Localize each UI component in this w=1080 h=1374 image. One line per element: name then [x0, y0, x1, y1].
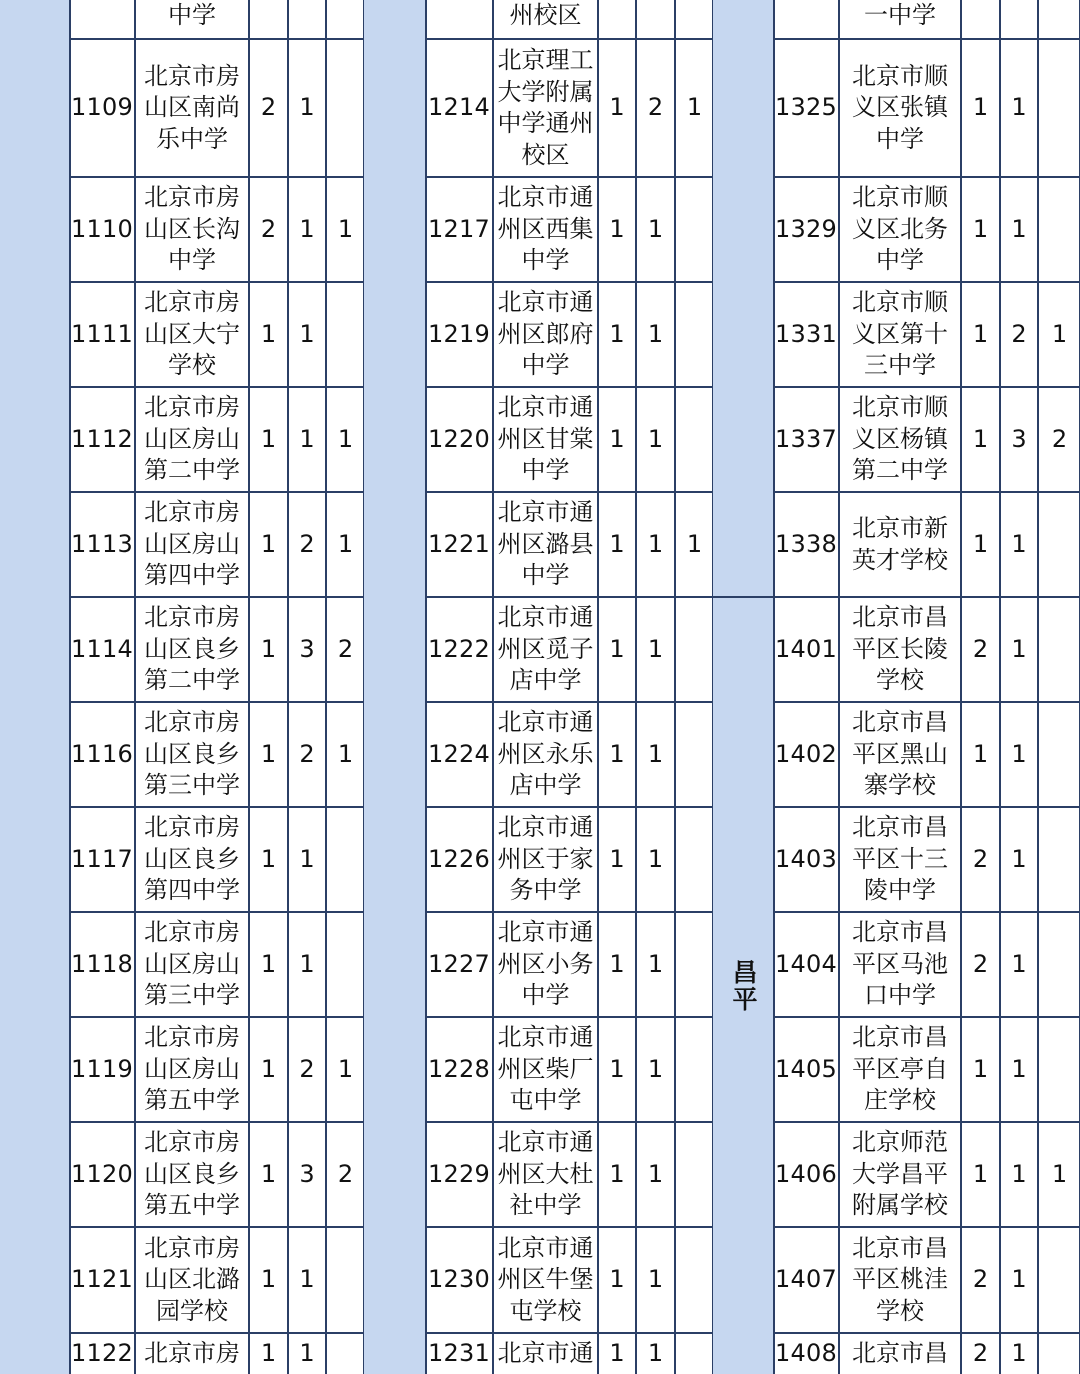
table-row [70, 913, 364, 1018]
school-code-cell: 1337 [774, 388, 840, 491]
count-cell-1: 1 [962, 388, 1001, 491]
count-cell-1: 1 [250, 703, 289, 806]
school-name-cell: 北京市昌 平区黑山 寨学校 [840, 703, 962, 806]
school-name-cell: 北京市昌 平区亭自 庄学校 [840, 1018, 962, 1121]
school-code-cell: 1408 [774, 1334, 840, 1374]
count-cell-1: 1 [962, 1018, 1001, 1121]
table-row [70, 598, 364, 703]
table-row [70, 40, 364, 178]
school-name-cell: 北京市昌 [840, 1334, 962, 1374]
table-row [774, 40, 1080, 178]
school-code-cell: 1109 [70, 40, 136, 176]
table-row [426, 40, 713, 178]
table-row [774, 493, 1080, 598]
school-code-cell: 1112 [70, 388, 136, 491]
count-cell-2: 1 [637, 1228, 676, 1332]
count-cell-1: 2 [962, 808, 1001, 911]
count-cell-3 [1039, 703, 1080, 806]
count-cell-1: 2 [962, 913, 1001, 1016]
table-row [70, 703, 364, 808]
school-code-cell: 1406 [774, 1123, 840, 1226]
table-row [774, 0, 1080, 40]
count-cell-1: 1 [599, 283, 637, 386]
count-cell-1: 1 [962, 1123, 1001, 1226]
count-cell-2: 1 [637, 913, 676, 1016]
count-cell-2: 1 [637, 703, 676, 806]
school-name-cell: 北京市通 州区甘棠 中学 [494, 388, 599, 491]
count-cell-3 [327, 1334, 364, 1374]
count-cell-1: 1 [599, 1334, 637, 1374]
table-row [426, 1123, 713, 1228]
count-cell-2: 1 [637, 1123, 676, 1226]
count-cell-3: 1 [337, 529, 354, 558]
count-cell-1: 1 [599, 388, 637, 491]
table-row [426, 178, 713, 283]
count-cell-1: 1 [250, 598, 289, 701]
school-code-cell [70, 0, 136, 38]
count-cell-3 [327, 1228, 364, 1332]
count-cell-2: 1 [289, 283, 327, 386]
school-code-cell: 1113 [70, 493, 136, 596]
count-cell-1: 2 [250, 178, 289, 281]
table-row [70, 1228, 364, 1334]
school-code-cell: 1407 [774, 1228, 840, 1332]
count-cell-1: 2 [962, 1334, 1001, 1374]
school-code-cell: 1402 [774, 703, 840, 806]
school-name-cell: 北京市通 州区小务 中学 [494, 913, 599, 1016]
count-cell-1: 2 [250, 40, 289, 176]
school-name-cell: 北京市房 山区长沟 中学 [136, 178, 250, 281]
count-cell-3 [327, 808, 364, 911]
school-code-cell: 1230 [426, 1228, 494, 1332]
count-cell-3 [1039, 0, 1080, 38]
count-cell-3 [676, 1123, 713, 1226]
count-cell-3 [1039, 1018, 1080, 1121]
count-cell-1: 1 [250, 1018, 289, 1121]
school-code-cell: 1226 [426, 808, 494, 911]
school-code-cell [426, 0, 494, 38]
count-cell-1: 1 [962, 703, 1001, 806]
count-cell-2: 1 [1001, 703, 1039, 806]
count-cell-3 [676, 913, 713, 1016]
school-code-cell: 1405 [774, 1018, 840, 1121]
school-name-cell: 北京市房 山区房山 第三中学 [136, 913, 250, 1016]
count-cell-2: 2 [289, 493, 327, 596]
count-cell-2: 1 [1001, 1018, 1039, 1121]
count-cell-3 [1039, 178, 1080, 281]
school-code-cell: 1404 [774, 913, 840, 1016]
count-cell-1: 1 [250, 913, 289, 1016]
school-code-cell: 1229 [426, 1123, 494, 1226]
school-code-cell: 1338 [774, 493, 840, 596]
table-row [426, 1228, 713, 1334]
count-cell-3 [676, 1334, 713, 1374]
school-name-cell: 北京市通 州区柴厂 屯中学 [494, 1018, 599, 1121]
count-cell-2: 1 [637, 493, 676, 596]
count-cell-3 [676, 388, 713, 491]
count-cell-3: 2 [337, 1159, 354, 1188]
school-code-cell [774, 0, 840, 38]
count-cell-2: 3 [1001, 388, 1039, 491]
count-cell-2: 1 [1001, 1123, 1039, 1226]
count-cell-3 [327, 913, 364, 1016]
table-row [70, 388, 364, 493]
school-name-cell: 北京市房 山区北潞 园学校 [136, 1228, 250, 1332]
count-cell-1: 1 [599, 493, 637, 596]
table-row [774, 178, 1080, 283]
count-cell-2 [637, 0, 676, 38]
table-row [426, 1334, 713, 1374]
table-row [774, 1334, 1080, 1374]
count-cell-1 [962, 0, 1001, 38]
table-row [774, 1228, 1080, 1334]
school-code-cell: 1224 [426, 703, 494, 806]
table-row [70, 1334, 364, 1374]
school-name-cell: 北京理工 大学附属 中学通州 校区 [494, 40, 599, 176]
school-code-cell: 1110 [70, 178, 136, 281]
count-cell-1: 1 [962, 40, 1001, 176]
school-code-cell: 1122 [70, 1334, 136, 1374]
school-code-cell: 1329 [774, 178, 840, 281]
school-code-cell: 1114 [70, 598, 136, 701]
count-cell-1: 1 [250, 1123, 289, 1226]
school-code-cell: 1217 [426, 178, 494, 281]
school-code-cell: 1401 [774, 598, 840, 701]
count-cell-2: 1 [637, 1334, 676, 1374]
count-cell-3 [327, 0, 364, 38]
school-name-cell: 北京市昌 平区桃洼 学校 [840, 1228, 962, 1332]
count-cell-2: 1 [1001, 40, 1039, 176]
school-code-cell: 1118 [70, 913, 136, 1016]
count-cell-1: 1 [250, 493, 289, 596]
school-code-cell: 1222 [426, 598, 494, 701]
table-row [426, 913, 713, 1018]
school-code-cell: 1117 [70, 808, 136, 911]
count-cell-2: 1 [289, 1334, 327, 1374]
count-cell-2: 1 [1001, 913, 1039, 1016]
table-row [70, 0, 364, 40]
school-name-cell: 北京市房 山区南尚 乐中学 [136, 40, 250, 176]
table-row [426, 0, 713, 40]
count-cell-2: 1 [1001, 808, 1039, 911]
count-cell-2: 1 [637, 388, 676, 491]
table-row [774, 388, 1080, 493]
school-name-cell: 一中学 [840, 0, 962, 38]
school-code-cell: 1227 [426, 913, 494, 1016]
count-cell-3: 1 [337, 214, 354, 243]
count-cell-2: 1 [289, 1228, 327, 1332]
count-cell-3: 1 [686, 529, 703, 558]
count-cell-1: 1 [962, 178, 1001, 281]
school-name-cell: 北京市昌 平区长陵 学校 [840, 598, 962, 701]
school-name-cell: 北京市昌 平区马池 口中学 [840, 913, 962, 1016]
table-row [426, 388, 713, 493]
school-name-cell: 北京市通 州区牛堡 屯学校 [494, 1228, 599, 1332]
school-code-cell: 1119 [70, 1018, 136, 1121]
school-name-cell: 中学 [136, 0, 250, 38]
school-code-cell: 1121 [70, 1228, 136, 1332]
school-name-cell: 北京市房 山区房山 第四中学 [136, 493, 250, 596]
school-name-cell: 北京市通 州区永乐 店中学 [494, 703, 599, 806]
count-cell-1: 1 [599, 40, 637, 176]
count-cell-2: 3 [289, 598, 327, 701]
table-row [426, 1018, 713, 1123]
count-cell-3 [676, 1018, 713, 1121]
school-name-cell: 北京市顺 义区第十 三中学 [840, 283, 962, 386]
count-cell-1: 2 [962, 1228, 1001, 1332]
school-name-cell: 北京师范 大学昌平 附属学校 [840, 1123, 962, 1226]
count-cell-1: 1 [962, 493, 1001, 596]
school-code-cell: 1219 [426, 283, 494, 386]
school-name-cell: 北京市通 州区觅子 店中学 [494, 598, 599, 701]
count-cell-1: 1 [599, 178, 637, 281]
table-row [70, 178, 364, 283]
school-code-cell: 1214 [426, 40, 494, 176]
school-code-cell: 1116 [70, 703, 136, 806]
count-cell-3 [1039, 1228, 1080, 1332]
table-row [70, 1018, 364, 1123]
count-cell-2: 1 [289, 808, 327, 911]
count-cell-2: 2 [289, 703, 327, 806]
count-cell-2: 1 [637, 283, 676, 386]
table-row [774, 283, 1080, 388]
count-cell-3: 1 [686, 93, 703, 122]
school-code-cell: 1221 [426, 493, 494, 596]
table-row [70, 808, 364, 913]
count-cell-1: 1 [250, 283, 289, 386]
count-cell-2: 1 [1001, 598, 1039, 701]
count-cell-3 [676, 808, 713, 911]
school-name-cell: 州校区 [494, 0, 599, 38]
count-cell-2: 2 [637, 40, 676, 176]
count-cell-3: 2 [337, 634, 354, 663]
count-cell-3 [327, 40, 364, 176]
table-row [70, 283, 364, 388]
school-name-cell: 北京市通 州区于家 务中学 [494, 808, 599, 911]
school-code-cell: 1231 [426, 1334, 494, 1374]
district-column [0, 0, 70, 1374]
table-row [426, 598, 713, 703]
count-cell-2 [1001, 0, 1039, 38]
count-cell-1: 1 [250, 388, 289, 491]
school-code-cell: 1220 [426, 388, 494, 491]
count-cell-2: 1 [1001, 493, 1039, 596]
school-code-cell: 1331 [774, 283, 840, 386]
school-name-cell: 北京市通 州区西集 中学 [494, 178, 599, 281]
count-cell-1: 1 [599, 703, 637, 806]
count-cell-2: 1 [1001, 1334, 1039, 1374]
count-cell-3 [676, 1228, 713, 1332]
school-code-cell: 1403 [774, 808, 840, 911]
school-name-cell: 北京市房 山区良乡 第二中学 [136, 598, 250, 701]
count-cell-2 [289, 0, 327, 38]
count-cell-1: 1 [599, 1228, 637, 1332]
school-name-cell: 北京市房 [136, 1334, 250, 1374]
school-name-cell: 北京市房 山区良乡 第五中学 [136, 1123, 250, 1226]
school-name-cell: 北京市房 山区房山 第二中学 [136, 388, 250, 491]
count-cell-3 [676, 703, 713, 806]
school-code-cell: 1120 [70, 1123, 136, 1226]
table-row [70, 1123, 364, 1228]
school-name-cell: 北京市房 山区大宁 学校 [136, 283, 250, 386]
count-cell-1: 1 [599, 1018, 637, 1121]
school-code-cell: 1111 [70, 283, 136, 386]
school-name-cell: 北京市顺 义区北务 中学 [840, 178, 962, 281]
count-cell-2: 1 [1001, 178, 1039, 281]
count-cell-3: 2 [1051, 424, 1068, 453]
table-row [426, 283, 713, 388]
table-row [426, 493, 713, 598]
district-column [364, 0, 426, 1374]
count-cell-3 [327, 283, 364, 386]
count-cell-3 [676, 283, 713, 386]
count-cell-3 [1039, 493, 1080, 596]
table-row [774, 703, 1080, 808]
count-cell-2: 2 [289, 1018, 327, 1121]
count-cell-2: 1 [637, 178, 676, 281]
count-cell-2: 1 [289, 388, 327, 491]
table-row [774, 808, 1080, 913]
count-cell-3 [1039, 598, 1080, 701]
school-name-cell: 北京市通 州区郎府 中学 [494, 283, 599, 386]
table-row [774, 1123, 1080, 1228]
school-name-cell: 北京市新 英才学校 [840, 493, 962, 596]
count-cell-2: 1 [637, 598, 676, 701]
count-cell-1 [599, 0, 637, 38]
count-cell-1: 1 [599, 1123, 637, 1226]
count-cell-3: 1 [337, 424, 354, 453]
table-row [426, 703, 713, 808]
count-cell-1: 1 [599, 598, 637, 701]
count-cell-1: 1 [599, 913, 637, 1016]
count-cell-1: 1 [250, 1334, 289, 1374]
count-cell-2: 3 [289, 1123, 327, 1226]
school-name-cell: 北京市房 山区良乡 第三中学 [136, 703, 250, 806]
school-name-cell: 北京市房 山区房山 第五中学 [136, 1018, 250, 1121]
count-cell-2: 2 [1001, 283, 1039, 386]
count-cell-3: 1 [1051, 319, 1068, 348]
table-row [70, 493, 364, 598]
school-name-cell: 北京市昌 平区十三 陵中学 [840, 808, 962, 911]
school-name-cell: 北京市顺 义区杨镇 第二中学 [840, 388, 962, 491]
count-cell-1 [250, 0, 289, 38]
count-cell-1: 1 [250, 808, 289, 911]
count-cell-3 [676, 178, 713, 281]
count-cell-3: 1 [337, 739, 354, 768]
count-cell-3: 1 [1051, 1159, 1068, 1188]
school-name-cell: 北京市通 [494, 1334, 599, 1374]
school-name-cell: 北京市房 山区良乡 第四中学 [136, 808, 250, 911]
count-cell-3 [1039, 1334, 1080, 1374]
count-cell-2: 1 [637, 1018, 676, 1121]
school-name-cell: 北京市顺 义区张镇 中学 [840, 40, 962, 176]
count-cell-1: 1 [250, 1228, 289, 1332]
count-cell-1: 2 [962, 598, 1001, 701]
school-name-cell: 北京市通 州区潞县 中学 [494, 493, 599, 596]
count-cell-1: 1 [962, 283, 1001, 386]
count-cell-1: 1 [599, 808, 637, 911]
count-cell-2: 1 [289, 913, 327, 1016]
count-cell-3 [1039, 40, 1080, 176]
count-cell-2: 1 [289, 178, 327, 281]
school-code-cell: 1228 [426, 1018, 494, 1121]
count-cell-2: 1 [637, 808, 676, 911]
count-cell-2: 1 [289, 40, 327, 176]
school-code-cell: 1325 [774, 40, 840, 176]
count-cell-3 [676, 598, 713, 701]
table-row [426, 808, 713, 913]
table-row [774, 913, 1080, 1018]
count-cell-2: 1 [1001, 1228, 1039, 1332]
school-name-cell: 北京市通 州区大杜 社中学 [494, 1123, 599, 1226]
count-cell-3 [676, 0, 713, 38]
count-cell-3 [1039, 808, 1080, 911]
table-row [774, 598, 1080, 703]
count-cell-3: 1 [337, 1054, 354, 1083]
count-cell-3 [1039, 913, 1080, 1016]
table-row [774, 1018, 1080, 1123]
district-label: 昌平 [729, 959, 758, 1013]
